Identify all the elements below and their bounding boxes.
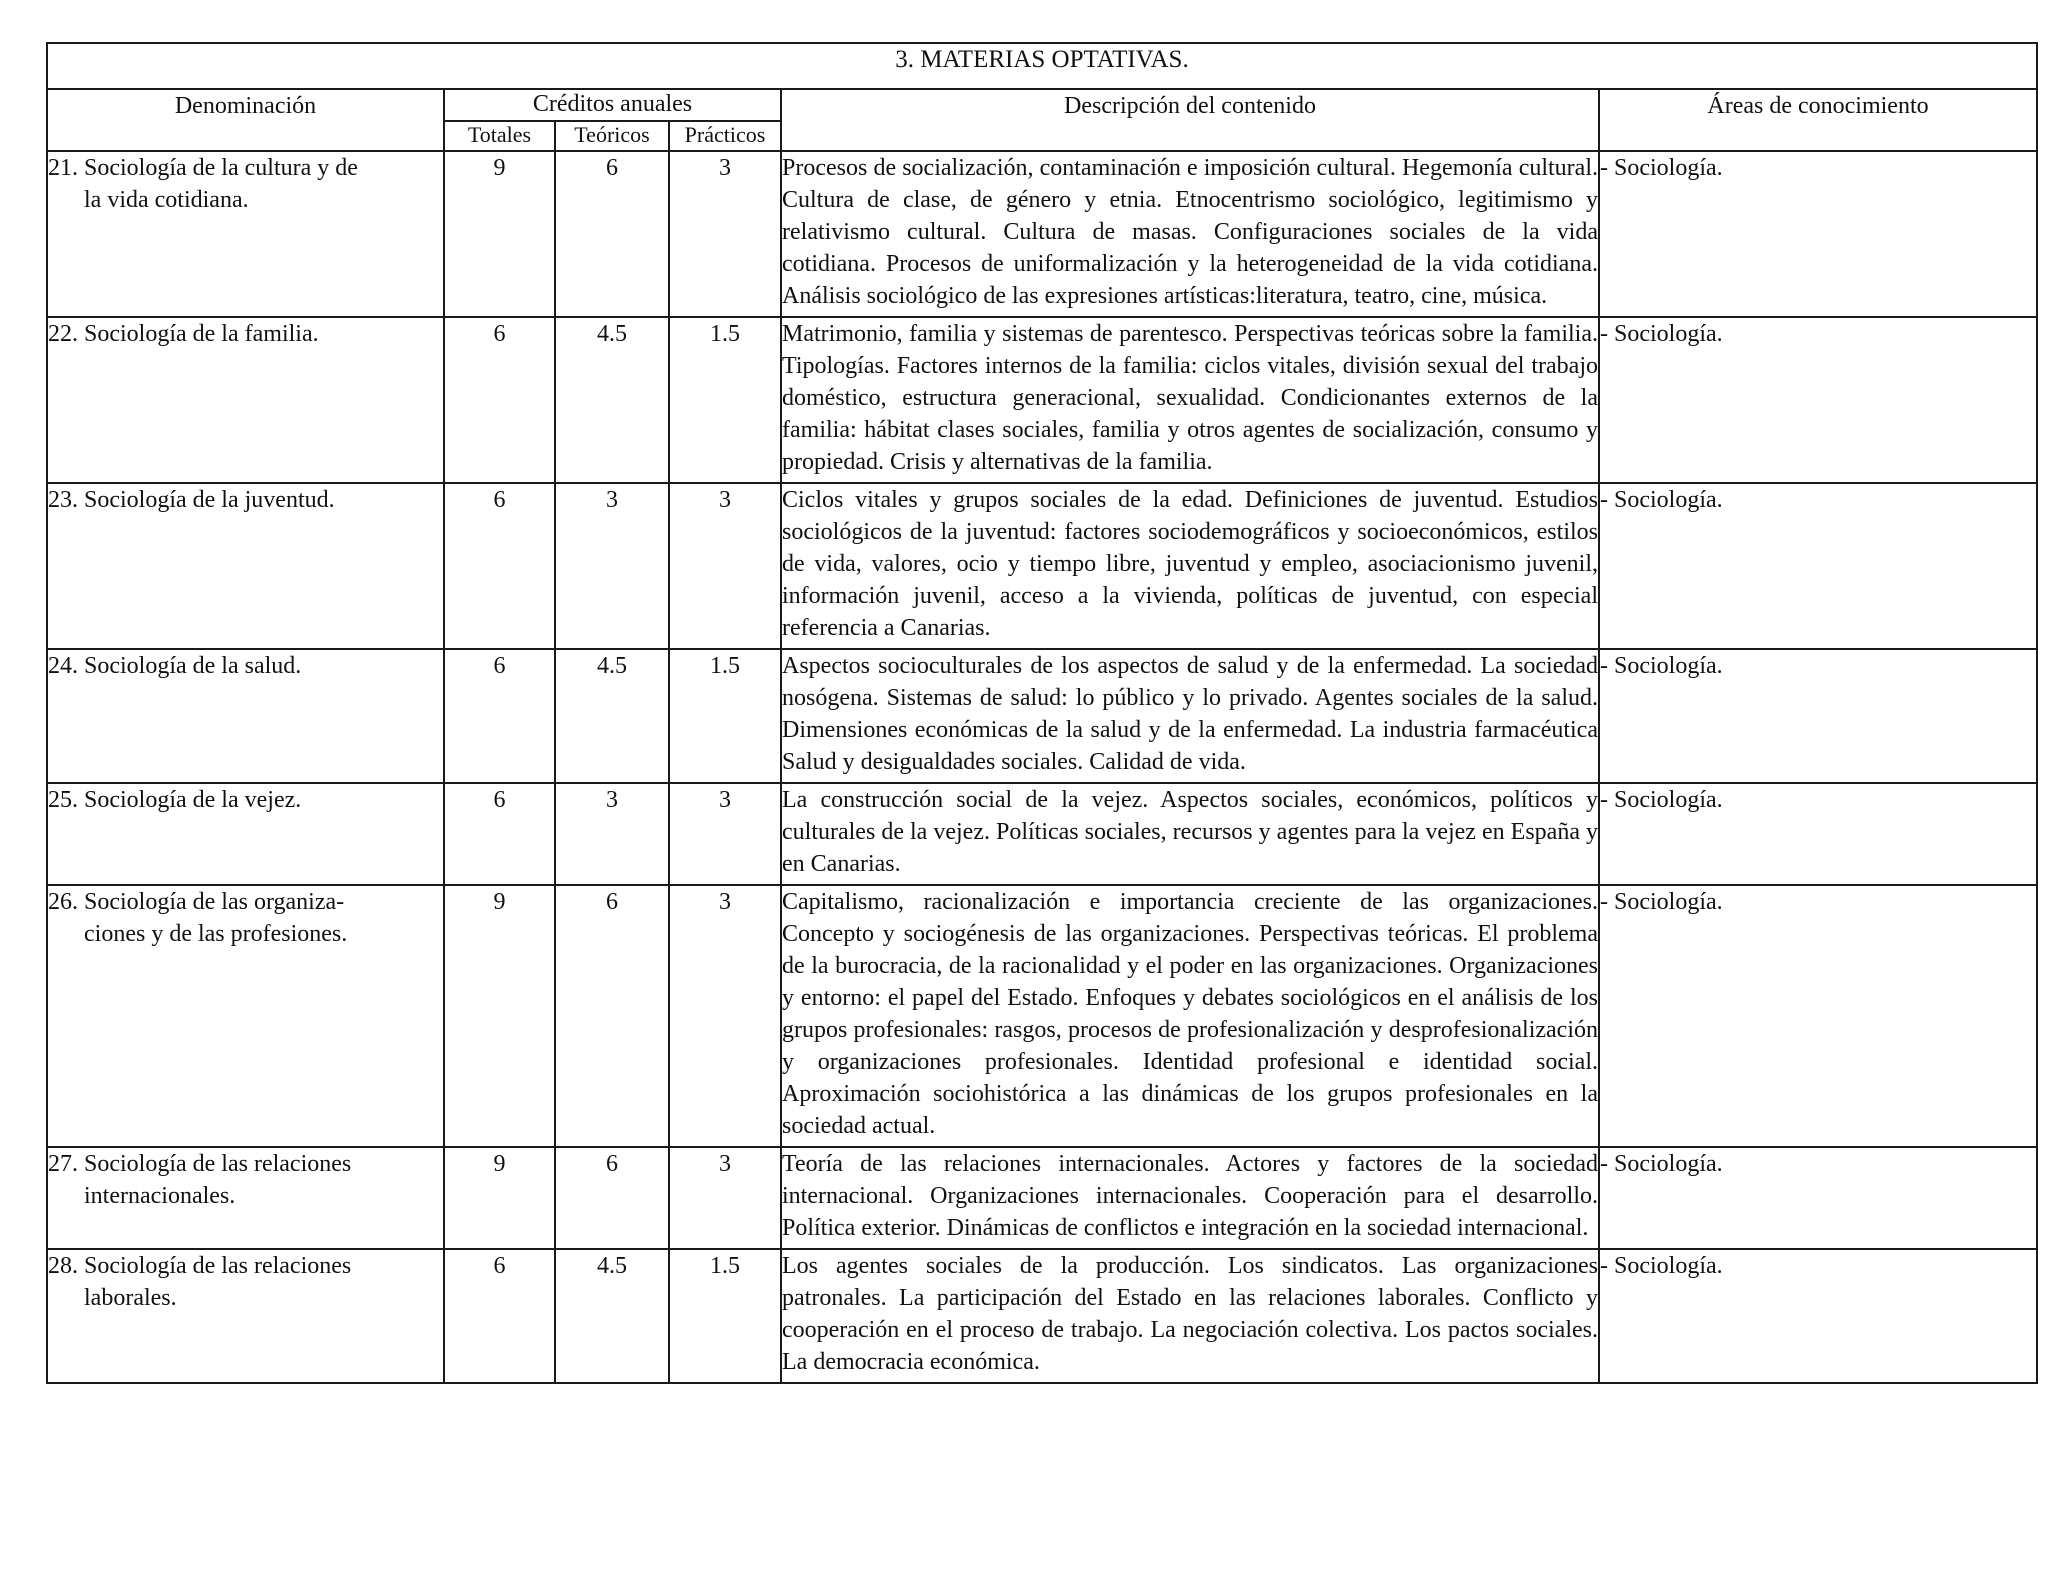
credits-totales: 6 [444,483,555,649]
subject-name-line2: la vida cotidiana. [84,187,249,213]
table-row [47,1249,2037,1383]
subject-name-line1: Sociología de la salud. [84,653,302,679]
credits-practicos: 3 [669,885,781,1147]
table-row [47,649,2037,783]
credits-totales: 9 [444,151,555,317]
subject-name [47,151,444,317]
header-creditos-anuales: Créditos anuales [444,89,781,121]
credits-teoricos: 6 [555,885,669,1147]
table-row [47,1147,2037,1249]
subject-name [47,783,444,885]
subject-name-line1: Sociología de las relaciones [84,1151,352,1177]
header-practicos: Prácticos [669,121,781,151]
subject-name-line1: Sociología de las organiza- [84,889,345,915]
credits-totales: 6 [444,1249,555,1383]
credits-practicos: 3 [669,1147,781,1249]
subject-description: Teoría de las relaciones internacionales. Actores y factores de la sociedad internacional. Organizaciones internacionales. Cooperación para el desarrollo. Política exterior. Dinámicas de conflictos e integración en la sociedad internacional. [781,1147,1599,1249]
header-teoricos: Teóricos [555,121,669,151]
header-descripcion: Descripción del contenido [781,89,1599,151]
subject-number: 23. [48,487,78,513]
table-row [47,885,2037,1147]
subject-name-line1: Sociología de la vejez. [84,787,302,813]
subject-name [47,1249,444,1383]
table-row [47,151,2037,317]
subject-number: 21. [48,155,78,181]
credits-practicos: 1.5 [669,317,781,483]
subject-name-line2: laborales. [84,1285,177,1311]
subject-name-line2: ciones y de las profesiones. [84,921,348,947]
subject-description: Procesos de socialización, contaminación e imposición cultural. Hegemonía cultural. Cultura de clase, de género y etnia. Etnocentrismo sociológico, legitimismo y relativismo cultural. Cultura de masas. Configuraciones sociales de la vida cotidiana. Procesos de uniformalización y la heterogeneidad de la vida cotidiana. Análisis sociológico de las expresiones artísticas:literatura, teatro, cine, música. [781,151,1599,317]
subject-description: Aspectos socioculturales de los aspectos de salud y de la enfermedad. La sociedad nosógena. Sistemas de salud: lo público y lo privado. Agentes sociales de la salud. Dimensiones económicas de la salud y de la enfermedad. La industria farmacéutica Salud y desigualdades sociales. Calidad de vida. [781,649,1599,783]
header-areas: Áreas de conocimiento [1599,89,2037,151]
credits-teoricos: 6 [555,151,669,317]
knowledge-area: - Sociología. [1599,649,2037,783]
subject-number: 24. [48,653,78,679]
credits-teoricos: 4.5 [555,649,669,783]
credits-teoricos: 6 [555,1147,669,1249]
knowledge-area: - Sociología. [1599,151,2037,317]
subject-name [47,885,444,1147]
table-row [47,783,2037,885]
subject-description: Los agentes sociales de la producción. Los sindicatos. Las organizaciones patronales. La participación del Estado en las relaciones laborales. Conflicto y cooperación en el proceso de trabajo. La negociación colectiva. Los pactos sociales. La democracia económica. [781,1249,1599,1383]
credits-teoricos: 3 [555,483,669,649]
knowledge-area: - Sociología. [1599,483,2037,649]
subject-number: 28. [48,1253,78,1279]
credits-totales: 6 [444,649,555,783]
credits-practicos: 1.5 [669,649,781,783]
subject-description: La construcción social de la vejez. Aspectos sociales, económicos, políticos y culturales de la vejez. Políticas sociales, recursos y agentes para la vejez en España y en Canarias. [781,783,1599,885]
credits-totales: 6 [444,317,555,483]
subject-name [47,317,444,483]
credits-practicos: 3 [669,483,781,649]
knowledge-area: - Sociología. [1599,783,2037,885]
subject-name-line1: Sociología de la cultura y de [84,155,358,181]
subject-name-line1: Sociología de las relaciones [84,1253,352,1279]
knowledge-area: - Sociología. [1599,317,2037,483]
credits-practicos: 1.5 [669,1249,781,1383]
knowledge-area: - Sociología. [1599,1249,2037,1383]
credits-teoricos: 4.5 [555,317,669,483]
subject-number: 25. [48,787,78,813]
section-title: 3. MATERIAS OPTATIVAS. [47,43,2037,89]
materias-optativas-table [46,42,2038,1384]
header-denominacion: Denominación [47,89,444,151]
credits-totales: 9 [444,1147,555,1249]
subject-description: Ciclos vitales y grupos sociales de la edad. Definiciones de juventud. Estudios sociológicos de la juventud: factores sociodemográficos y socioeconómicos, estilos de vida, valores, ocio y tiempo libre, juventud y empleo, asociacionismo juvenil, información juvenil, acceso a la vivienda, políticas de juventud, con especial referencia a Canarias. [781,483,1599,649]
subject-description: Capitalismo, racionalización e importancia creciente de las organizaciones. Concepto y sociogénesis de las organizaciones. Perspectivas teóricas. El problema de la burocracia, de la racionalidad y el poder en las organizaciones. Organizaciones y entorno: el papel del Estado. Enfoques y debates sociológicos en el análisis de los grupos profesionales: rasgos, procesos de profesionalización y desprofesionalización y organizaciones profesionales. Identidad profesional e identidad social. Aproximación sociohistórica a las dinámicas de los grupos profesionales en la sociedad actual. [781,885,1599,1147]
subject-name [47,483,444,649]
subject-number: 26. [48,889,78,915]
subject-number: 22. [48,321,78,347]
subject-name [47,1147,444,1249]
credits-totales: 9 [444,885,555,1147]
credits-teoricos: 3 [555,783,669,885]
subject-name-line2: internacionales. [84,1183,236,1209]
credits-teoricos: 4.5 [555,1249,669,1383]
credits-practicos: 3 [669,783,781,885]
table-row [47,317,2037,483]
header-totales: Totales [444,121,555,151]
subject-number: 27. [48,1151,78,1177]
table-row [47,483,2037,649]
subject-description: Matrimonio, familia y sistemas de parentesco. Perspectivas teóricas sobre la familia. Tipologías. Factores internos de la familia: ciclos vitales, división sexual del trabajo doméstico, estructura generacional, sexualidad. Condicionantes externos de la familia: hábitat clases sociales, familia y otros agentes de socialización, consumo y propiedad. Crisis y alternativas de la familia. [781,317,1599,483]
subject-name-line1: Sociología de la juventud. [84,487,335,513]
credits-practicos: 3 [669,151,781,317]
subject-name-line1: Sociología de la familia. [84,321,319,347]
knowledge-area: - Sociología. [1599,885,2037,1147]
subject-name [47,649,444,783]
knowledge-area: - Sociología. [1599,1147,2037,1249]
credits-totales: 6 [444,783,555,885]
